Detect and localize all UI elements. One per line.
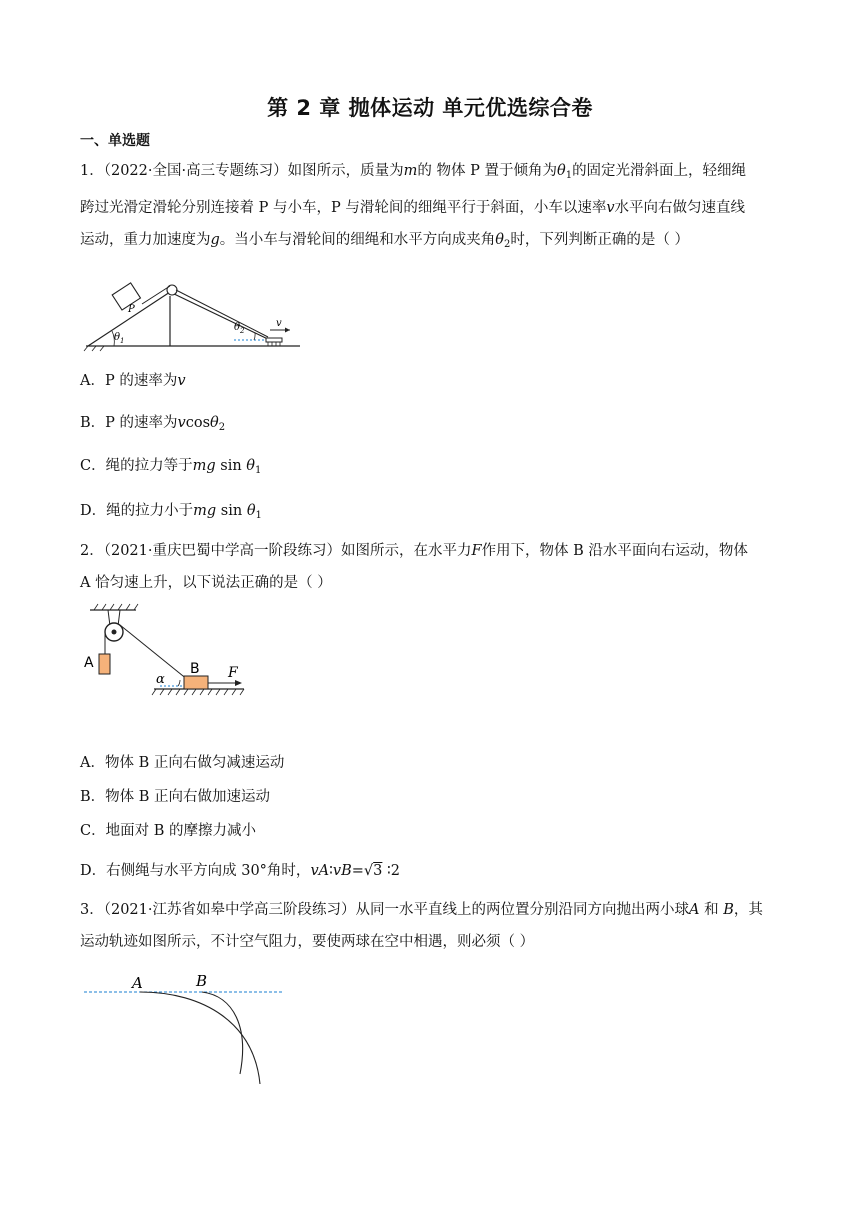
question-text: 的 物体 P 置于倾角为 [417, 163, 557, 179]
projectile-trajectory-diagram [84, 968, 294, 1088]
pulley-axle [112, 630, 117, 635]
question-number: 1． [80, 163, 104, 179]
block-b [184, 676, 208, 689]
label-b: B [190, 661, 200, 677]
rope-to-b [120, 625, 188, 680]
question-source: （2021·重庆巴蜀中学高一阶段练习） [103, 543, 341, 559]
cart-wheels [268, 342, 280, 346]
symbol-g: g [210, 232, 220, 248]
question-text: 如图所示，质量为 [287, 163, 404, 179]
question-3 [80, 894, 780, 958]
page-title: 第 2 章 抛体运动 单元优选综合卷 [267, 96, 593, 120]
label-theta-2: $\theta_2$ [234, 322, 245, 335]
symbol-theta-1: $\theta_1$ [556, 163, 573, 181]
label-v: v [276, 318, 282, 329]
question-text: 从同一水平直线上的两位置分别沿同方向抛出两小球 [355, 902, 689, 918]
q2-option-b[interactable]: B．物体 B 正向右做加速运动 [80, 789, 271, 805]
question-text: ，其 [733, 902, 763, 918]
angle-arc-2 [254, 333, 255, 340]
symbol-b: B [723, 902, 734, 918]
incline-pulley-diagram [84, 282, 314, 354]
q1-option-a[interactable]: A．P 的速率为v [80, 373, 186, 389]
question-1-line-2 [80, 192, 780, 224]
question-source: （2022·全国·高三专题练习） [103, 163, 288, 179]
label-a: A [84, 655, 94, 671]
question-text: 运动，重力加速度为 [80, 232, 211, 248]
angle-arc-alpha [178, 680, 180, 686]
ceiling-hatch [94, 604, 138, 610]
symbol-theta-2: $\theta_2$ [495, 232, 511, 250]
question-text: 水平向右做匀速直线 [614, 200, 746, 216]
ground-hatch [152, 689, 244, 695]
label-theta-1: $\theta_1$ [114, 332, 125, 345]
label-f: F [228, 665, 238, 681]
question-1-line-1 [80, 155, 780, 192]
right-slope-line [170, 292, 274, 342]
question-number: 3． [80, 902, 104, 918]
q2-option-c[interactable]: C．地面对 B 的摩擦力减小 [80, 823, 256, 839]
rope-to-cart [176, 290, 268, 337]
question-text: 如图所示，在水平力 [341, 543, 472, 559]
question-text: 跨过光滑定滑轮分别连接着 P 与小车，P 与滑轮间的细绳平行于斜面，小车以速率 [80, 200, 607, 216]
label-b: B [196, 972, 208, 990]
question-source: （2021·江苏省如皋中学高三阶段练习） [103, 902, 356, 918]
label-p: P [128, 304, 135, 315]
question-3-line-1 [80, 894, 780, 926]
question-text: 运动轨迹如图所示，不计空气阻力，要使两球在空中相遇，则必须（ ） [80, 934, 535, 950]
trajectory-b [202, 992, 243, 1074]
ground-hatch [84, 346, 104, 351]
q1-option-c[interactable]: C．绳的拉力等于mg $\sin \theta_1$ [80, 458, 262, 476]
q1-option-d[interactable]: D．绳的拉力小于mg $\sin \theta_1$ [80, 503, 262, 521]
section-heading: 一、单选题 [80, 133, 150, 149]
question-2-line-1 [80, 535, 780, 567]
question-text: 的固定光滑斜面上，轻细绳 [572, 163, 747, 179]
question-text: A 恰匀速上升，以下说法正确的是（ ） [80, 575, 332, 591]
symbol-f: F [471, 543, 482, 559]
symbol-v: v [606, 200, 615, 216]
question-3-line-2 [80, 926, 780, 958]
velocity-arrowhead [285, 328, 290, 333]
question-1 [80, 155, 780, 261]
block-a [99, 654, 110, 674]
symbol-a: A [689, 902, 700, 918]
label-a: A [132, 974, 143, 992]
question-text: 时，下列判断正确的是（ ） [510, 232, 690, 248]
q2-option-a[interactable]: A．物体 B 正向右做匀减速运动 [80, 755, 285, 771]
symbol-m: m [403, 163, 418, 179]
q1-option-b[interactable]: B．P 的速率为vcosθ$_2$ [80, 415, 226, 433]
question-number: 2． [80, 543, 104, 559]
question-2 [80, 535, 780, 599]
label-alpha: α [156, 672, 165, 687]
question-text: 。当小车与滑轮间的细绳和水平方向成夹角 [219, 232, 496, 248]
question-2-line-2 [80, 567, 780, 599]
question-text: 作用下，物体 B 沿水平面向右运动，物体 [481, 543, 748, 559]
block-p [112, 283, 140, 310]
question-text: 和 [699, 902, 724, 918]
question-1-line-3 [80, 224, 780, 261]
cart-body [266, 338, 282, 342]
pulley-block-diagram [84, 604, 254, 706]
q2-option-d[interactable]: D．右侧绳与水平方向成 30°角时，vA∶vB=√3 ∶2 [80, 863, 400, 879]
